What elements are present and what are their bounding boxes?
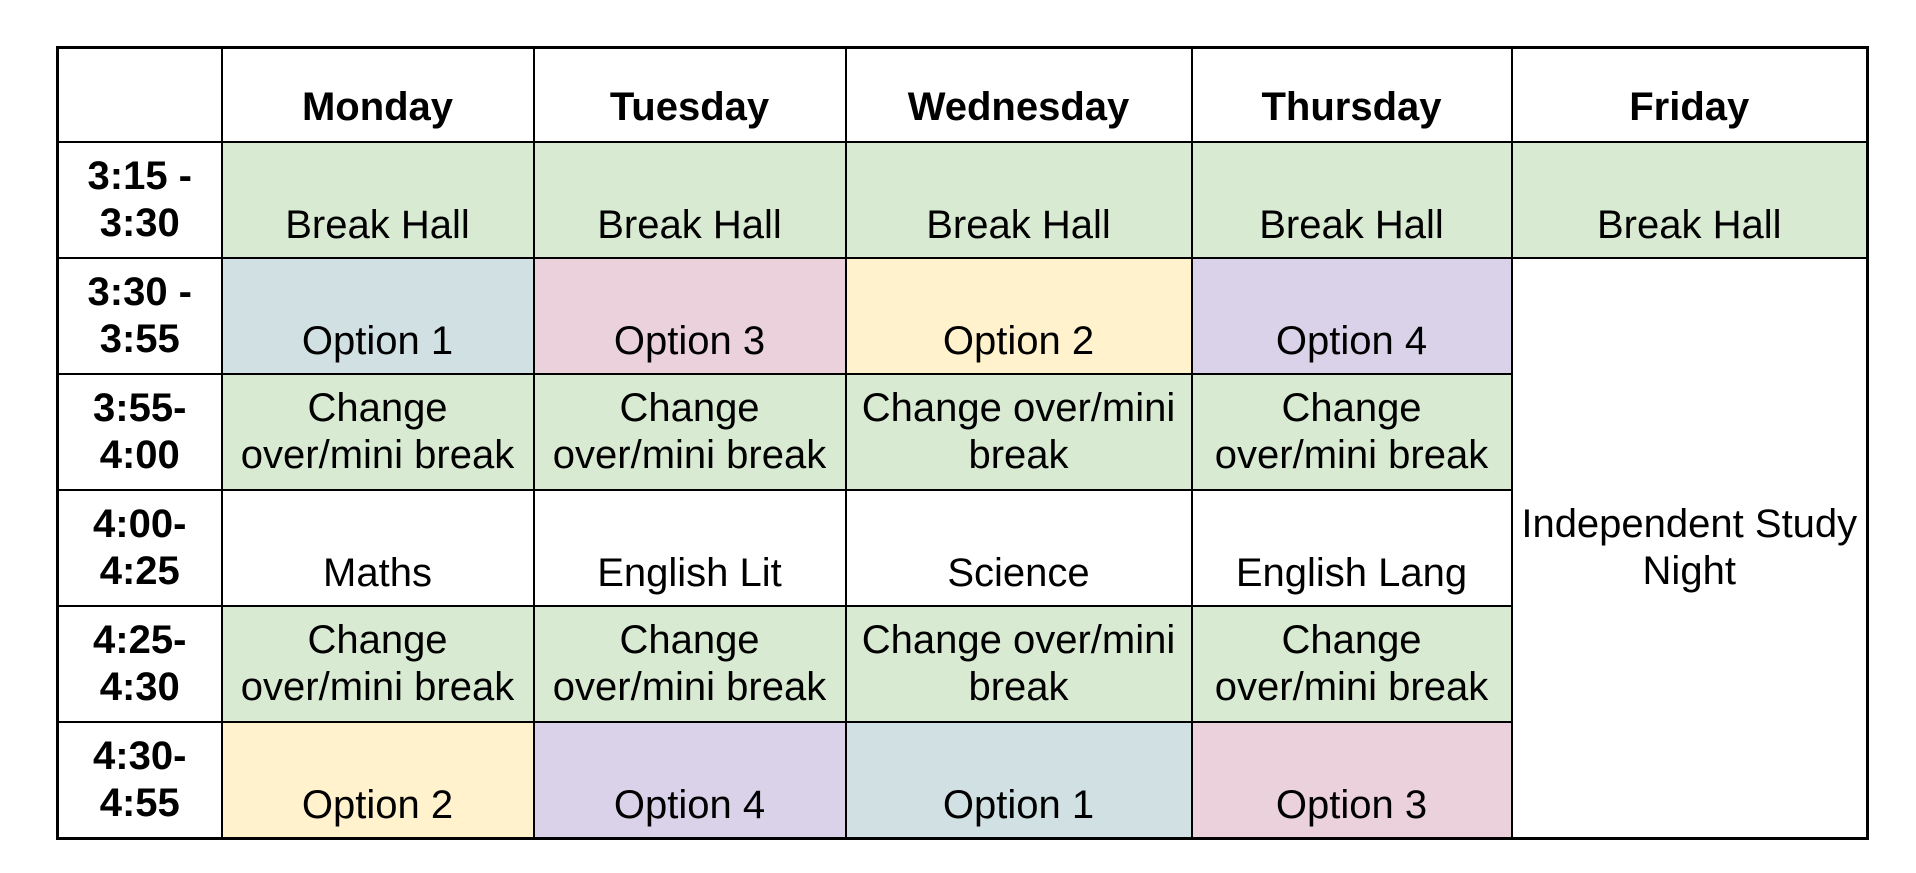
time-start: 4:30- [93, 733, 187, 778]
time-slot-cell [58, 258, 222, 374]
day-header-wednesday: Wednesday [846, 48, 1192, 143]
time-end: 4:00 [99, 433, 180, 477]
session-cell: Change over/mini break [222, 374, 534, 490]
timetable [56, 46, 1869, 840]
session-cell: Option 4 [534, 722, 846, 838]
time-end: 3:55 [99, 317, 180, 361]
session-cell: Option 1 [846, 722, 1192, 838]
time-start: 4:25- [93, 618, 187, 662]
time-end: 3:30 [99, 201, 180, 245]
session-cell: Maths [222, 490, 534, 606]
time-start: 3:30 - [87, 270, 192, 314]
time-end: 4:30 [99, 665, 180, 709]
time-start: 3:15 - [87, 154, 192, 198]
session-cell: Change over/mini break [534, 374, 846, 490]
session-cell: Change over/mini break [222, 606, 534, 722]
friday-independent-study-cell: Independent Study Night [1512, 258, 1868, 838]
session-cell: Change over/mini break [846, 374, 1192, 490]
session-cell: Option 2 [846, 258, 1192, 374]
session-cell: Change over/mini break [534, 606, 846, 722]
time-slot-cell [58, 606, 222, 722]
session-cell: English Lang [1192, 490, 1512, 606]
session-cell: Option 2 [222, 722, 534, 838]
session-cell: Break Hall [846, 142, 1192, 258]
session-cell: Option 1 [222, 258, 534, 374]
time-slot-cell [58, 490, 222, 606]
session-cell: Break Hall [1192, 142, 1512, 258]
session-cell: Break Hall [222, 142, 534, 258]
session-cell: Option 3 [1192, 722, 1512, 838]
time-start: 3:55- [93, 386, 187, 430]
day-header-tuesday: Tuesday [534, 48, 846, 143]
session-cell: Option 3 [534, 258, 846, 374]
session-cell: Change over/mini break [846, 606, 1192, 722]
session-cell: Science [846, 490, 1192, 606]
session-cell: English Lit [534, 490, 846, 606]
day-header-monday: Monday [222, 48, 534, 143]
session-cell: Break Hall [534, 142, 846, 258]
table-row [58, 142, 1868, 258]
header-row [58, 48, 1868, 143]
session-cell: Break Hall [1512, 142, 1868, 258]
session-cell: Change over/mini break [1192, 606, 1512, 722]
corner-cell [58, 48, 222, 143]
time-slot-cell [58, 722, 222, 838]
day-header-thursday: Thursday [1192, 48, 1512, 143]
day-header-friday: Friday [1512, 48, 1868, 143]
time-start: 4:00- [93, 502, 187, 546]
session-cell: Change over/mini break [1192, 374, 1512, 490]
time-end: 4:55 [99, 780, 180, 825]
session-cell: Option 4 [1192, 258, 1512, 374]
time-slot-cell [58, 374, 222, 490]
time-slot-cell [58, 142, 222, 258]
time-end: 4:25 [99, 549, 180, 593]
table-row [58, 258, 1868, 374]
